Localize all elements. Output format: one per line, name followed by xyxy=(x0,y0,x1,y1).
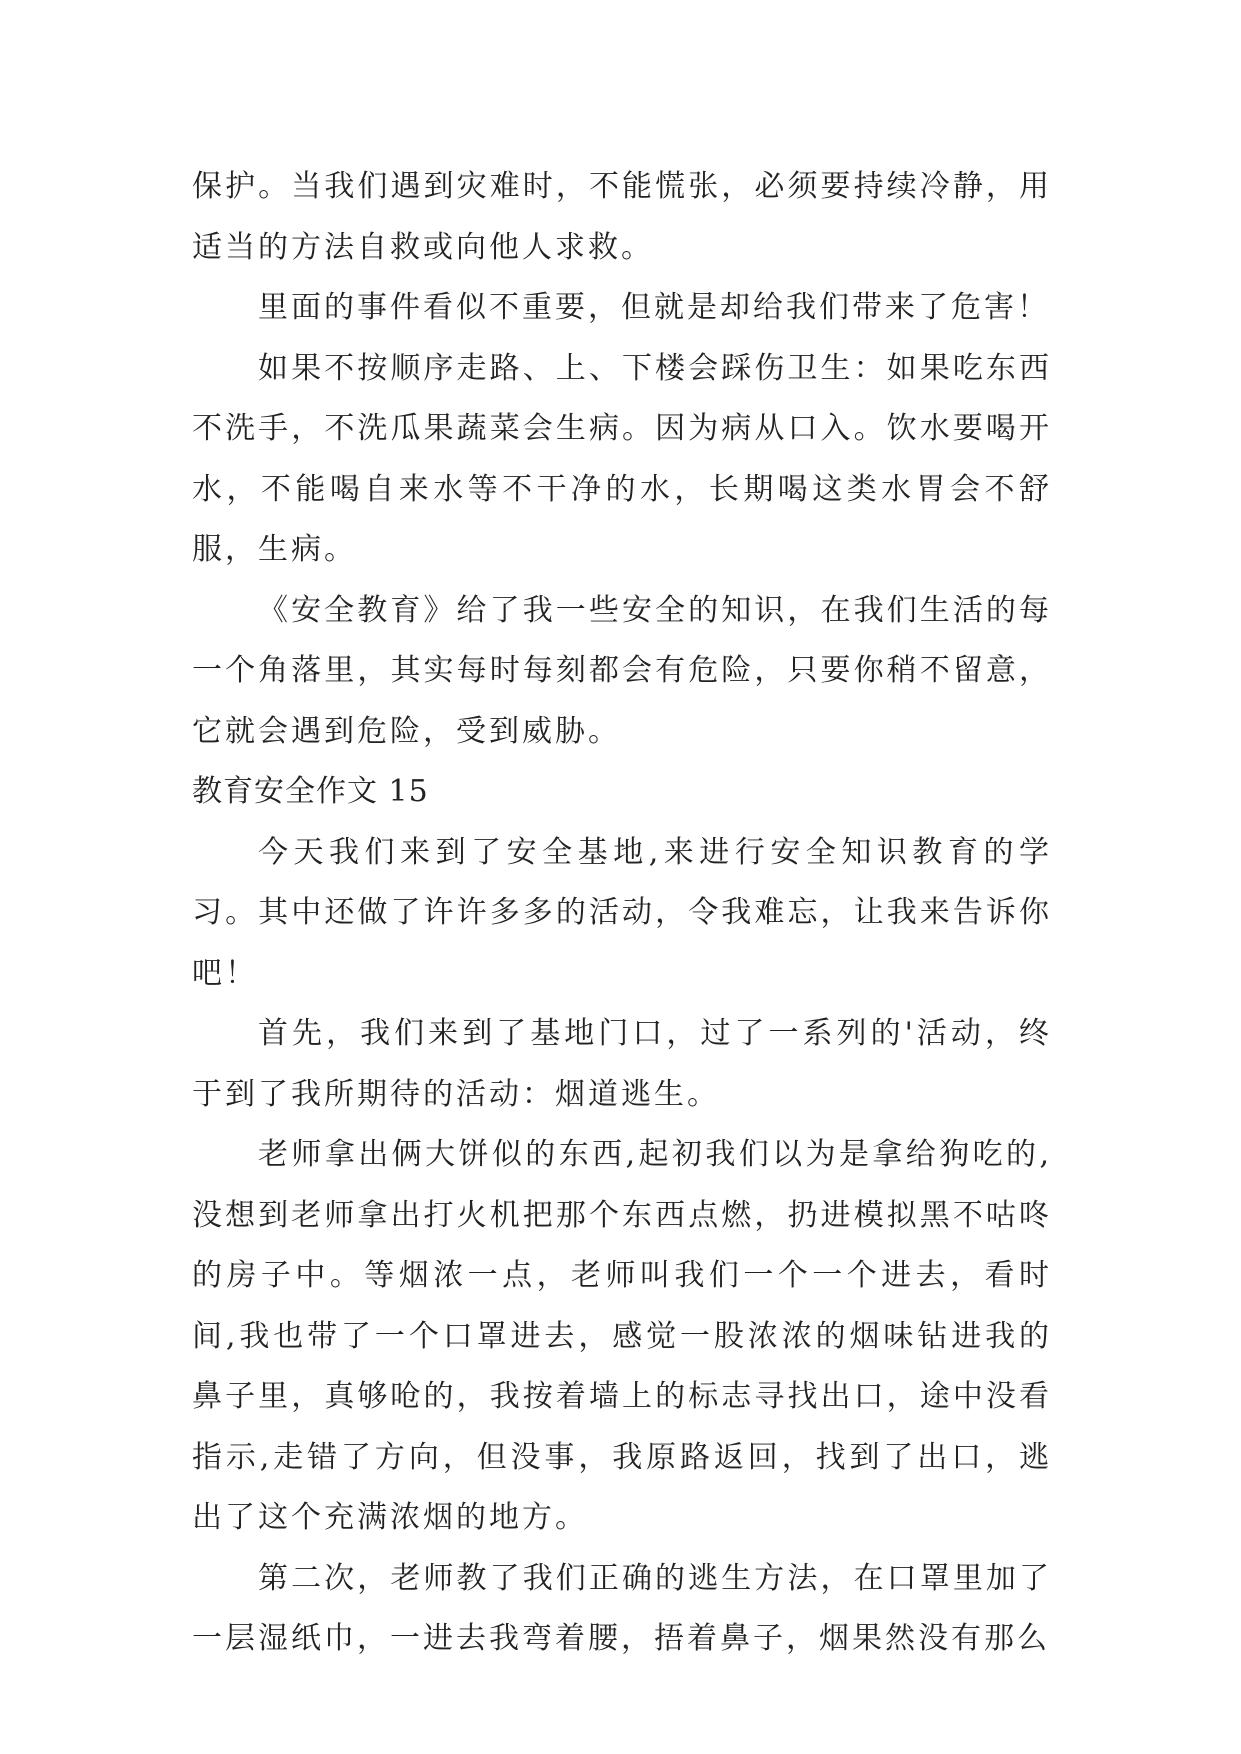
paragraph: 如果不按顺序走路、上、下楼会踩伤卫生：如果吃东西不洗手，不洗瓜果蔬菜会生病。因为病从口入。饮水要喝开水，不能喝自来水等不干净的水，长期喝这类水胃会不舒服，生病。 xyxy=(192,350,1052,567)
paragraph: 里面的事件看似不重要，但就是却给我们带来了危害！ xyxy=(258,290,1050,325)
paragraph: 第二次，老师教了我们正确的逃生方法，在口罩里加了一层湿纸巾，一进去我弯着腰，捂着鼻子，烟果然没有那么 xyxy=(192,1560,1052,1656)
section-heading: 教育安全作文 15 xyxy=(192,774,429,809)
paragraph: 今天我们来到了安全基地,来进行安全知识教育的学习。其中还做了许许多多的活动，令我难忘，让我来告诉你吧！ xyxy=(192,834,1052,991)
paragraph: 首先，我们来到了基地门口，过了一系列的'活动，终于到了我所期待的活动：烟道逃生。 xyxy=(192,1016,1052,1112)
document-body xyxy=(192,157,1052,1670)
paragraph: 保护。当我们遇到灾难时，不能慌张，必须要持续冷静，用适当的方法自救或向他人求救。 xyxy=(192,169,1052,265)
paragraph: 老师拿出俩大饼似的东西,起初我们以为是拿给狗吃的,没想到老师拿出打火机把那个东西点燃，扔进模拟黑不咕咚的房子中。等烟浓一点，老师叫我们一个一个进去，看时间,我也带了一个口罩进去，感觉一股浓浓的烟味钻进我的鼻子里，真够呛的，我按着墙上的标志寻找出口，途中没看指示,走错了方向，但没事，我原路返回，找到了出口，逃出了这个充满浓烟的地方。 xyxy=(192,1137,1052,1535)
paragraph: 《安全教育》给了我一些安全的知识，在我们生活的每一个角落里，其实每时每刻都会有危险，只要你稍不留意，它就会遇到危险，受到威胁。 xyxy=(192,592,1052,749)
